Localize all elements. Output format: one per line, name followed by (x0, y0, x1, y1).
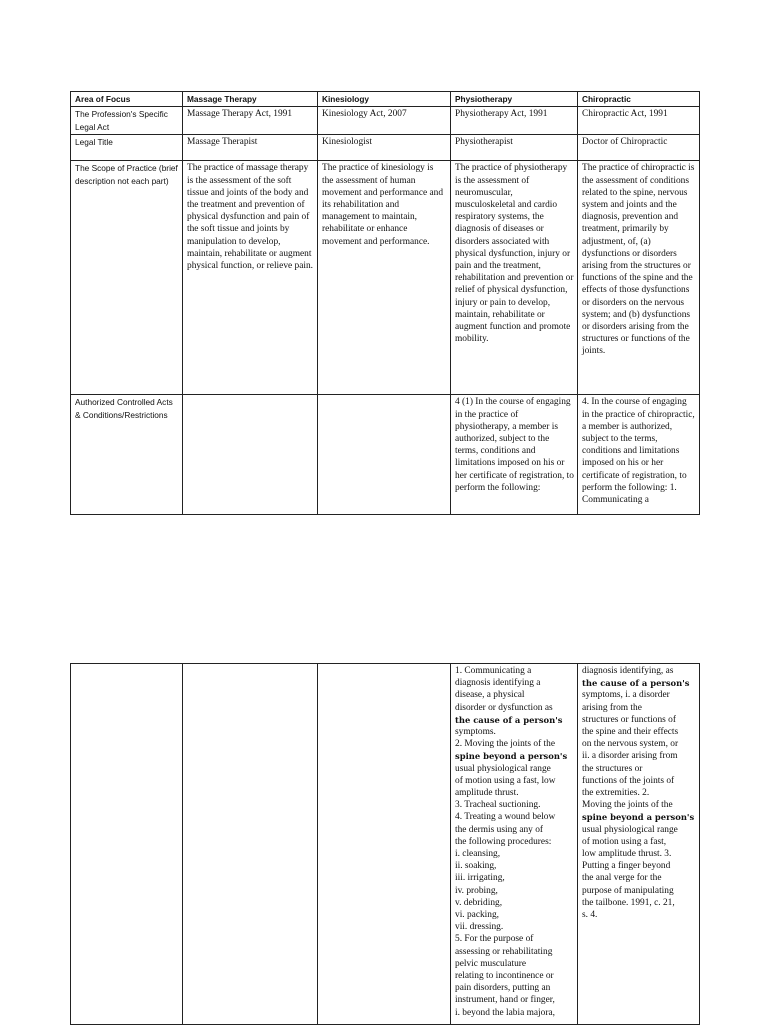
chiro-line: purpose of manipulating (582, 885, 674, 896)
chiro-line: ii. a disorder arising from (582, 751, 678, 762)
comparison-table-continued (70, 663, 700, 1025)
header-cell-kinesiology: Kinesiology (318, 92, 451, 107)
physio-line: amplitude thrust. (455, 788, 519, 799)
row-label-controlled-acts: Authorized Controlled Acts & Conditions/Restrictions (71, 395, 183, 515)
chiro-line-highlight: the cause of a person's (582, 678, 690, 689)
chiro-line: Putting a finger beyond (582, 861, 671, 872)
physio-line: i. cleansing, (455, 849, 501, 860)
kinesiology-continued-cell (318, 664, 451, 1025)
chiro-line: the anal verge for the (582, 873, 662, 884)
row-label-legal-act: The Profession's Specific Legal Act (71, 107, 183, 135)
physio-line: pain disorders, putting an (455, 983, 551, 994)
physio-line: 5. For the purpose of (455, 934, 534, 945)
physiotherapy-legal-title: Physiotherapist (451, 135, 578, 161)
chiro-line: the extremities. 2. (582, 788, 650, 799)
header-cell-physiotherapy: Physiotherapy (451, 92, 578, 107)
physio-line: the dermis using any of (455, 824, 544, 835)
chiro-line: the tailbone. 1991, c. 21, (582, 897, 675, 908)
header-cell-area: Area of Focus (71, 92, 183, 107)
header-cell-chiropractic: Chiropractic (578, 92, 700, 107)
massage-scope: The practice of massage therapy is the assessment of the soft tissue and joints of the body and the treatment and prevention of physical dysfunction and pain of the soft tissue and joints by manipulation to develop, maintain, rehabilitate or augment physical function, or relieve pain. (183, 161, 318, 395)
physio-line-highlight: the cause of a person's (455, 714, 563, 725)
physio-line: assessing or rehabilitating (455, 946, 553, 957)
physio-line: iii. irrigating, (455, 873, 505, 884)
physiotherapy-continued-cell (451, 664, 578, 1025)
chiropractic-legal-act: Chiropractic Act, 1991 (578, 107, 700, 135)
row-label-legal-title: Legal Title (71, 135, 183, 161)
header-cell-massage: Massage Therapy (183, 92, 318, 107)
chiro-line-highlight: spine beyond a person's (582, 812, 695, 823)
physio-line: instrument, hand or finger, (455, 995, 555, 1006)
area-continued-cell (71, 664, 183, 1025)
physiotherapy-legal-act: Physiotherapy Act, 1991 (451, 107, 578, 135)
chiro-line: low amplitude thrust. 3. (582, 849, 672, 860)
chiro-line: structures or functions of (582, 714, 676, 725)
kinesiology-controlled-acts (318, 395, 451, 515)
chiro-line: functions of the joints of (582, 775, 675, 786)
controlled-acts-continued-row (71, 664, 700, 1025)
physio-line: diagnosis identifying a (455, 678, 541, 689)
header-row (71, 92, 700, 107)
physio-line: of motion using a fast, low (455, 775, 556, 786)
physio-line: vii. dressing. (455, 922, 504, 933)
chiro-line: arising from the (582, 702, 642, 713)
physio-line: v. debriding, (455, 897, 503, 908)
controlled-acts-row (71, 395, 700, 515)
physio-line: 1. Communicating a (455, 666, 532, 676)
physio-line: the following procedures: (455, 836, 552, 847)
chiro-line: of motion using a fast, (582, 836, 667, 847)
chiro-line: the structures or (582, 763, 643, 774)
physio-line: disorder or dysfunction as (455, 702, 553, 713)
massage-continued-cell (183, 664, 318, 1025)
scope-row (71, 161, 700, 395)
physio-line: usual physiological range (455, 763, 551, 774)
chiropractic-controlled-acts: 4. In the course of engaging in the practice of chiropractic, a member is authorized, subject to the terms, conditions and limitations imposed on his or her certificate of registration, to perform the following: 1. Communicating a (578, 395, 700, 515)
physio-line: i. beyond the labia majora, (455, 1007, 555, 1018)
chiro-line: usual physiological range (582, 824, 678, 835)
legal-act-row (71, 107, 700, 135)
physio-line: disease, a physical (455, 690, 525, 701)
physio-line: 3. Tracheal suctioning. (455, 800, 541, 811)
physio-line-highlight: spine beyond a person's (455, 751, 568, 762)
physio-line: symptoms. (455, 727, 496, 738)
legal-title-row (71, 135, 700, 161)
chiropractic-continued-cell (578, 664, 700, 1025)
physio-line: iv. probing, (455, 885, 498, 896)
chiro-line: Moving the joints of the (582, 800, 673, 811)
chiropractic-legal-title: Doctor of Chiropractic (578, 135, 700, 161)
kinesiology-scope: The practice of kinesiology is the assessment of human movement and performance and its rehabilitation and management to maintain, rehabilitate or enhance movement and performance. (318, 161, 451, 395)
physio-line: vi. packing, (455, 910, 500, 921)
kinesiology-legal-act: Kinesiology Act, 2007 (318, 107, 451, 135)
massage-controlled-acts (183, 395, 318, 515)
massage-legal-title: Massage Therapist (183, 135, 318, 161)
physiotherapy-controlled-acts: 4 (1) In the course of engaging in the practice of physiotherapy, a member is authorized, subject to the terms, conditions and limitations imposed on his or her certificate of registration, to perform the following: (451, 395, 578, 515)
kinesiology-legal-title: Kinesiologist (318, 135, 451, 161)
chiro-line: diagnosis identifying, as (582, 666, 674, 676)
physio-line: pelvic musculature (455, 958, 527, 969)
physio-line: ii. soaking, (455, 861, 497, 872)
chiro-line: symptoms, i. a disorder (582, 690, 670, 701)
comparison-table-top (70, 91, 700, 515)
chiro-line: the spine and their effects (582, 727, 679, 738)
physiotherapy-scope: The practice of physiotherapy is the assessment of neuromuscular, musculoskeletal and cardio respiratory systems, the diagnosis of diseases or disorders associated with physical dysfunction, injury or pain and the treatment, rehabilitation and prevention or relief of physical dysfunction, injury or pain to develop, maintain, rehabilitate or augment function and promote mobility. (451, 161, 578, 395)
physio-line: 4. Treating a wound below (455, 812, 556, 823)
row-label-scope: The Scope of Practice (brief description not each part) (71, 161, 183, 395)
chiropractic-scope: The practice of chiropractic is the assessment of conditions related to the spine, nervous system and joints and the diagnosis, prevention and treatment, primarily by adjustment, of, (a) dysfunctions or disorders arising from the structures or functions of the spine and the effects of those dysfunctions or disorders on the nervous system; and (b) dysfunctions or disorders arising from the structures or functions of the joints. (578, 161, 700, 395)
chiro-line: s. 4. (582, 910, 598, 921)
chiro-line: on the nervous system, or (582, 739, 679, 750)
massage-legal-act: Massage Therapy Act, 1991 (183, 107, 318, 135)
physio-line: 2. Moving the joints of the (455, 739, 555, 750)
physio-line: relating to incontinence or (455, 971, 554, 982)
